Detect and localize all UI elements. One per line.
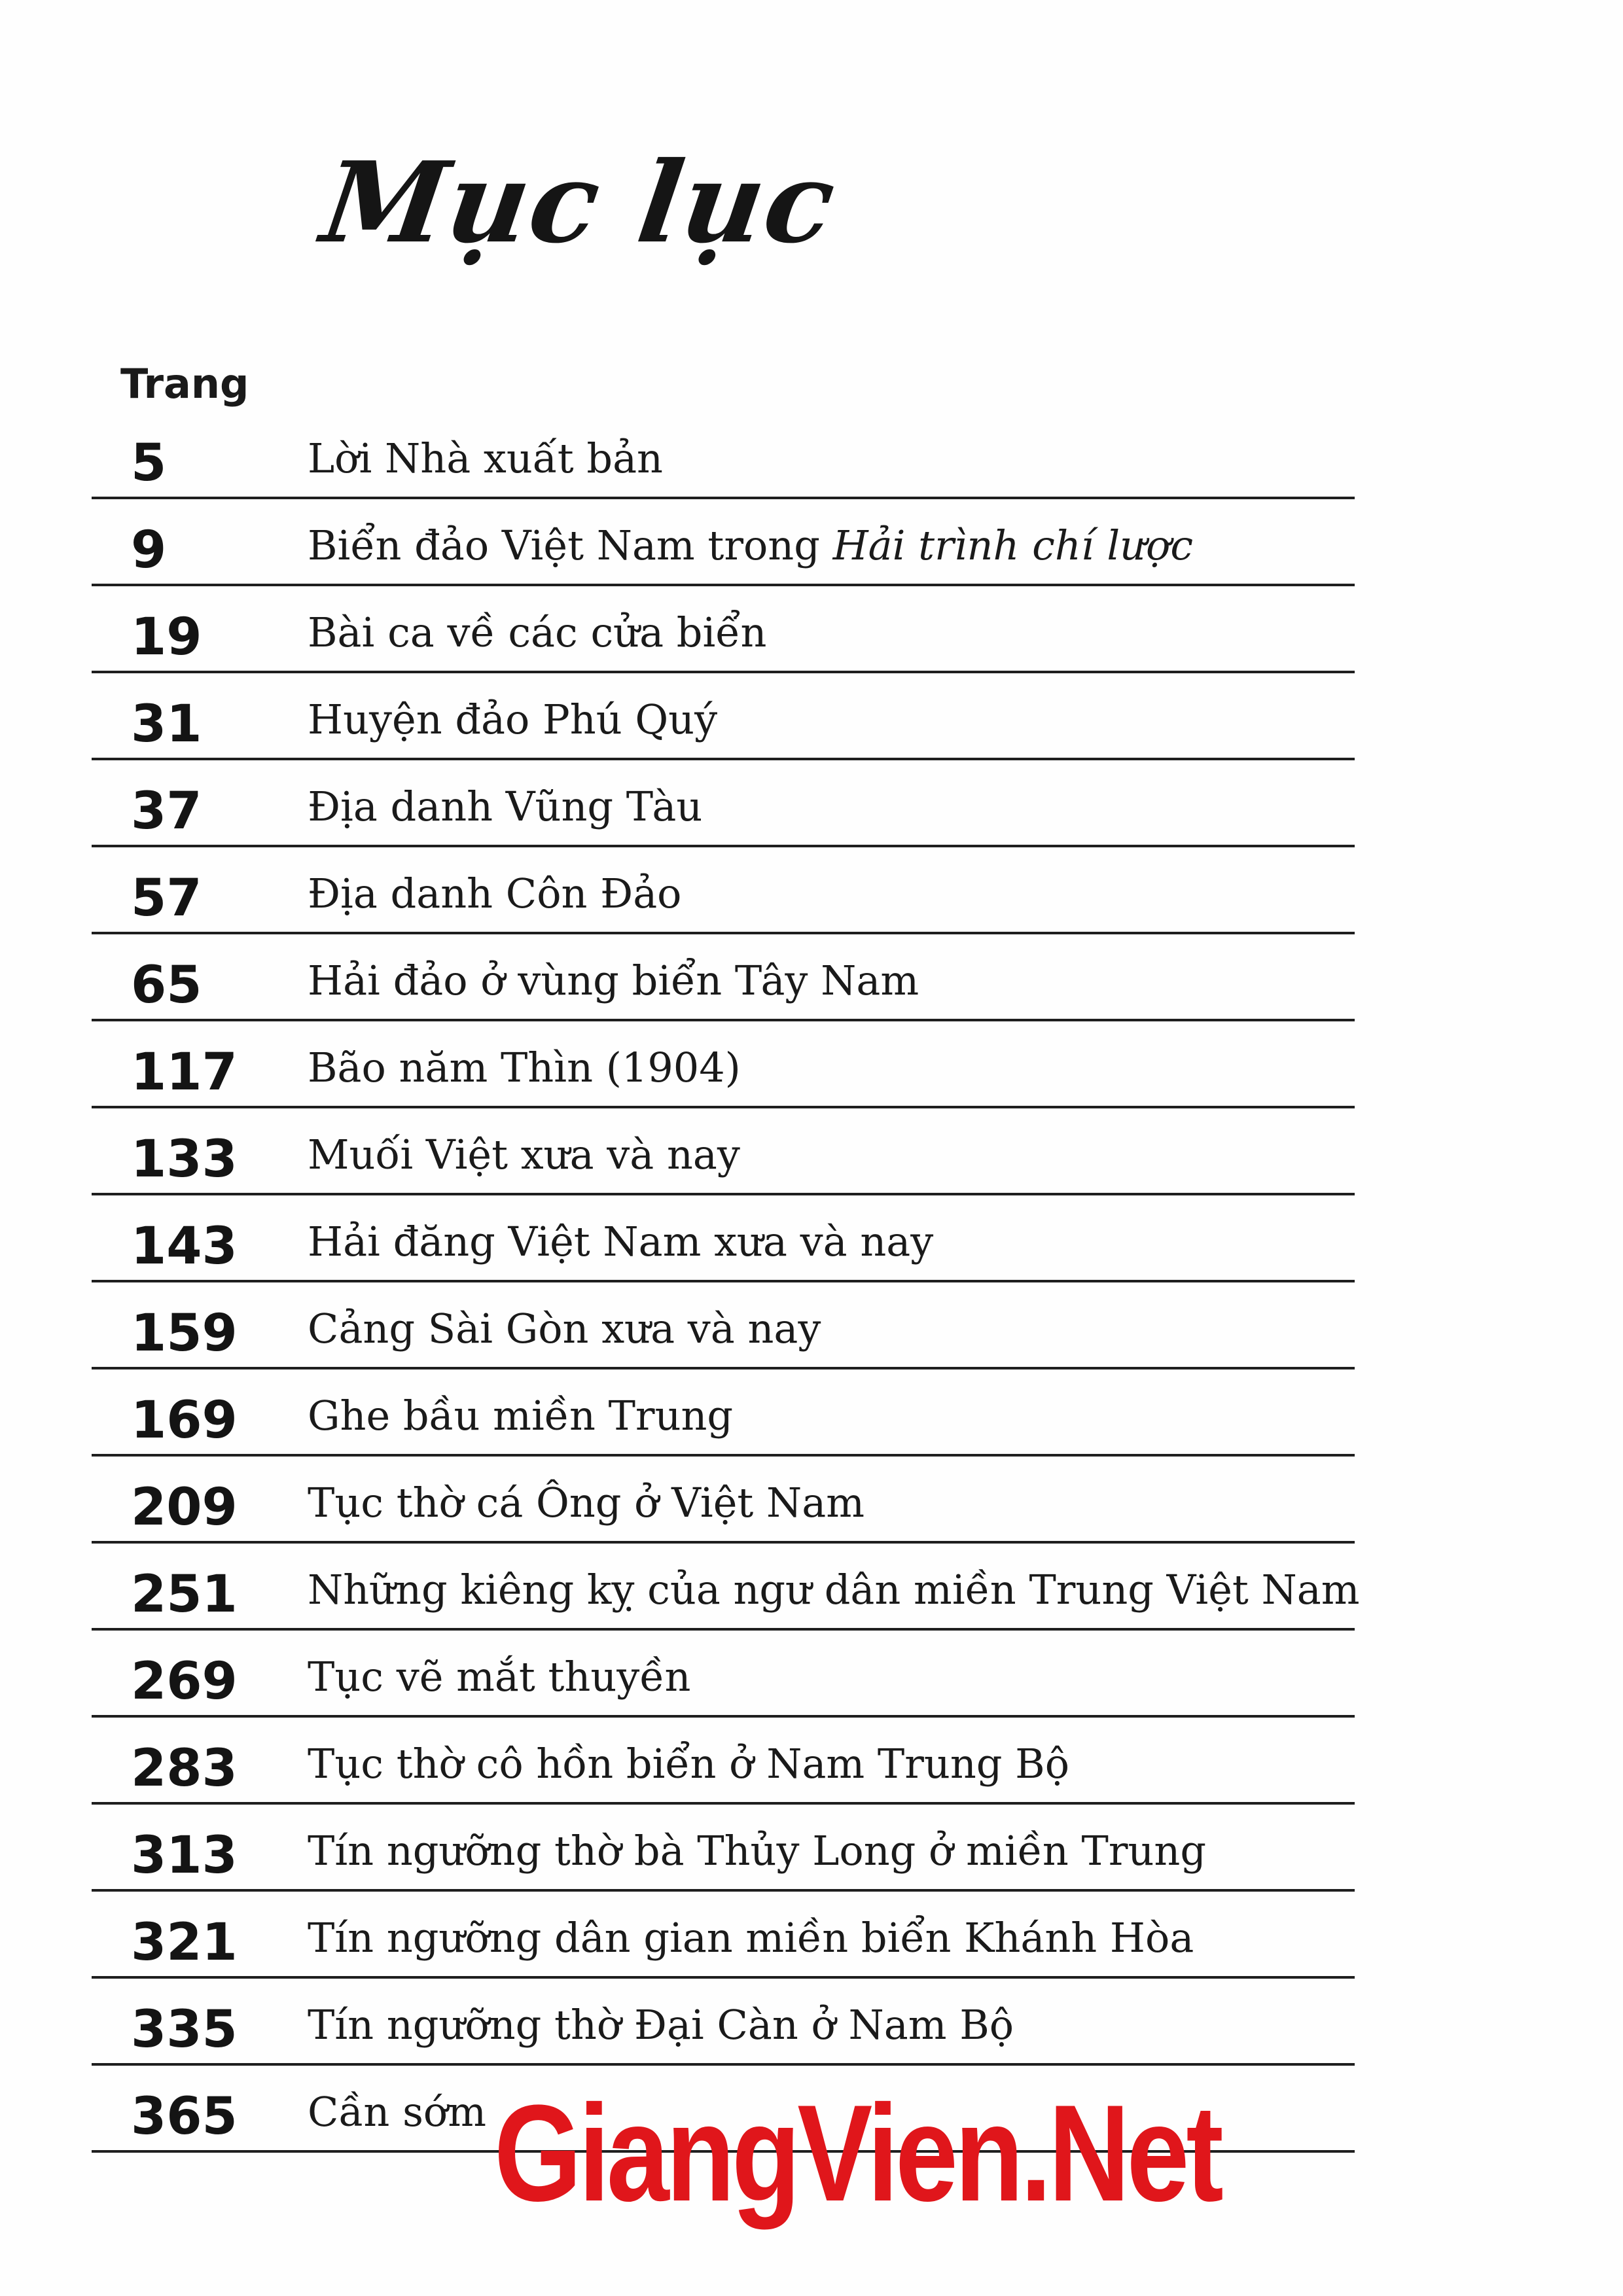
toc-page-number: 313 <box>131 1826 238 1885</box>
toc-page-number: 9 <box>131 521 167 580</box>
toc-page-number: 5 <box>131 434 167 493</box>
toc-row <box>92 499 1355 586</box>
toc-page-number: 365 <box>131 2087 238 2146</box>
toc-entry-title: Tục thờ cô hồn biển ở Nam Trung Bộ <box>308 1740 1070 1788</box>
toc-entry-title-prefix: Biển đảo Việt Nam trong <box>308 521 833 569</box>
toc-entry-title-italic: Hải trình chí lược <box>832 521 1194 569</box>
toc-row <box>92 1544 1360 1631</box>
watermark-logo: GiangVien.Net <box>494 2076 1221 2230</box>
toc-entry-title: Ghe bầu miền Trung <box>308 1392 734 1439</box>
toc-row <box>92 934 1355 1021</box>
toc-entry-title <box>308 521 1193 569</box>
toc-row <box>92 1195 1355 1282</box>
toc-page-number: 251 <box>131 1565 238 1624</box>
toc-row <box>92 586 1355 673</box>
toc-entry-title: Bài ca về các cửa biển <box>308 609 767 656</box>
toc-page-number: 321 <box>131 1913 238 1972</box>
toc-entry-title: Huyện đảo Phú Quý <box>308 696 718 743</box>
toc-row <box>92 412 1355 499</box>
toc-page-number: 19 <box>131 608 202 667</box>
toc-page-number: 143 <box>131 1217 238 1276</box>
toc-entry-title: Hải đảo ở vùng biển Tây Nam <box>308 957 919 1004</box>
toc-page-number: 335 <box>131 2000 238 2059</box>
toc-page-number: 169 <box>131 1391 238 1450</box>
toc-entry-title: Cảng Sài Gòn xưa và nay <box>308 1305 821 1352</box>
toc-page-number: 283 <box>131 1739 238 1798</box>
toc-row <box>92 1631 1355 1718</box>
toc-entry-title: Tín ngưỡng dân gian miền biển Khánh Hòa <box>308 1914 1194 1962</box>
toc-entry-title: Tín ngưỡng thờ Đại Càn ở Nam Bộ <box>308 2001 1014 2049</box>
toc-row <box>92 760 1355 847</box>
toc-entry-title: Bão năm Thìn (1904) <box>308 1044 741 1091</box>
toc-entry-title: Cần sớm <box>308 2088 487 2136</box>
toc-page-number: 117 <box>131 1043 238 1102</box>
toc-page-number: 209 <box>131 1478 238 1537</box>
toc-row <box>92 1805 1355 1892</box>
toc-entry-title: Những kiêng kỵ của ngư dân miền Trung Việt Nam <box>308 1566 1360 1614</box>
toc-page-number: 159 <box>131 1304 238 1363</box>
toc-page-number: 269 <box>131 1652 238 1711</box>
toc-entry-title: Tín ngưỡng thờ bà Thủy Long ở miền Trung <box>308 1827 1207 1875</box>
toc-page-number: 65 <box>131 956 202 1015</box>
toc-entry-title: Tục thờ cá Ông ở Việt Nam <box>308 1479 865 1527</box>
toc-entry-title: Hải đăng Việt Nam xưa và nay <box>308 1218 934 1265</box>
toc-page-number: 133 <box>131 1130 238 1189</box>
toc-row <box>92 1108 1355 1195</box>
toc-row <box>92 847 1355 934</box>
toc-row <box>92 1369 1355 1457</box>
toc-row <box>92 1979 1355 2066</box>
toc-entry-title: Lời Nhà xuất bản <box>308 434 663 482</box>
toc-row <box>92 1282 1355 1369</box>
toc-entry-title: Địa danh Côn Đảo <box>308 870 682 917</box>
toc-entry-title: Tục vẽ mắt thuyền <box>308 1653 691 1701</box>
toc-row <box>92 1718 1355 1805</box>
toc-row <box>92 1457 1355 1544</box>
toc-page-number: 37 <box>131 782 202 841</box>
page-title: Mục lục <box>314 137 844 268</box>
toc-page-number: 31 <box>131 695 202 754</box>
page-column-label: Trang <box>120 360 249 408</box>
toc-row <box>92 673 1355 760</box>
toc-entry-title: Muối Việt xưa và nay <box>308 1131 740 1178</box>
toc-page-number: 57 <box>131 869 202 928</box>
toc-row <box>92 1021 1355 1108</box>
table-of-contents <box>92 412 1360 2153</box>
toc-entry-title: Địa danh Vũng Tàu <box>308 783 703 830</box>
toc-row <box>92 1892 1355 1979</box>
